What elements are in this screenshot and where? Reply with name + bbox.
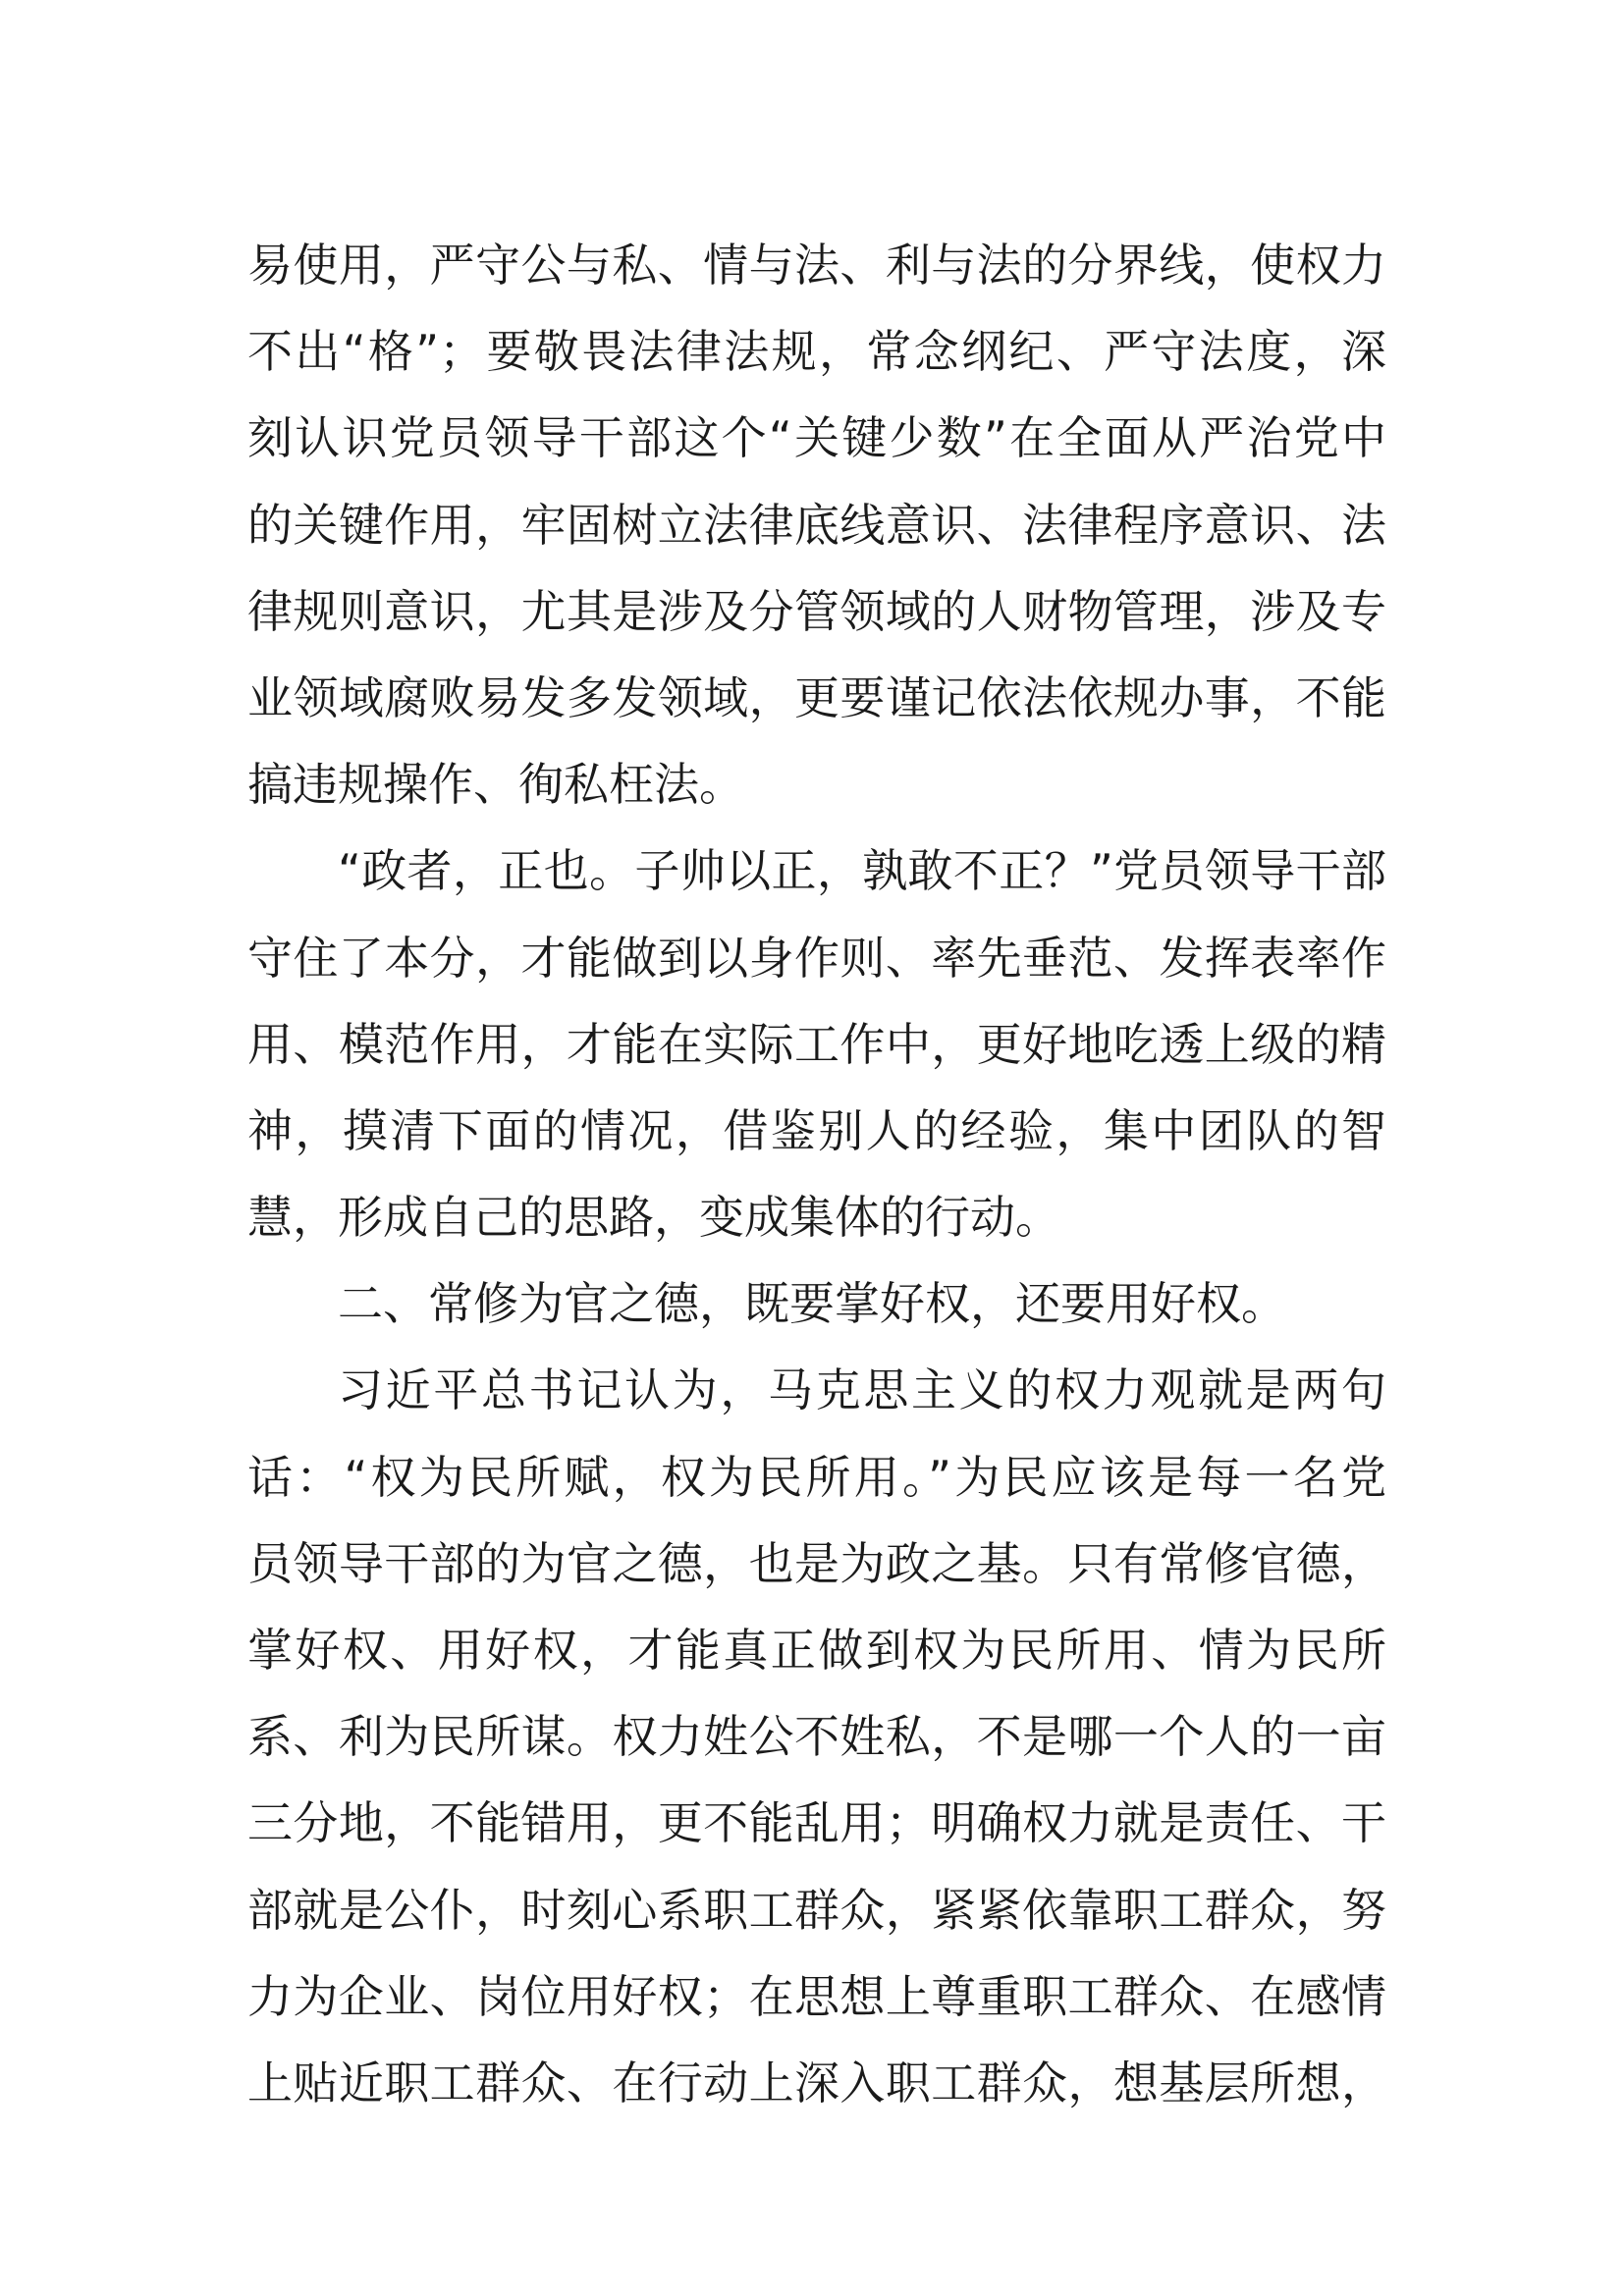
text-line: 习近平总书记认为，马克思主义的权力观就是两句 (338, 1363, 1386, 1417)
text-line: 业领域腐败易发多发领域，更要谨记依法依规办事，不能 (247, 670, 1386, 724)
text-line: 系、利为民所谋。权力姓公不姓私，不是哪一个人的一亩 (247, 1710, 1386, 1764)
text-line: 三分地，不能错用，更不能乱用；明确权力就是责任、干 (247, 1796, 1386, 1850)
text-line: 掌好权、用好权，才能真正做到权为民所用、情为民所 (247, 1624, 1386, 1677)
section-heading: 二、常修为官之德，既要掌好权，还要用好权。 (338, 1277, 1286, 1331)
text-line: 律规则意识，尤其是涉及分管领域的人财物管理，涉及专 (247, 584, 1386, 638)
text-line: 上贴近职工群众、在行动上深入职工群众，想基层所想， (247, 2056, 1386, 2109)
text-line: 的关键作用，牢固树立法律底线意识、法律程序意识、法 (247, 498, 1386, 552)
text-line: 部就是公仆，时刻心系职工群众，紧紧依靠职工群众，努 (247, 1883, 1386, 1937)
text-line: “政者，正也。子帅以正，孰敢不正？”党员领导干部 (338, 844, 1386, 898)
text-line: 力为企业、岗位用好权；在思想上尊重职工群众、在感情 (247, 1969, 1386, 2023)
text-line: 不出“格”；要敬畏法律法规，常念纲纪、严守法度，深 (247, 325, 1386, 379)
text-line: 神，摸清下面的情况，借鉴别人的经验，集中团队的智 (247, 1103, 1386, 1157)
text-line: 话：“权为民所赋，权为民所用。”为民应该是每一名党 (247, 1450, 1386, 1504)
text-line: 用、模范作用，才能在实际工作中，更好地吃透上级的精 (247, 1017, 1386, 1071)
text-line: 慧，形成自己的思路，变成集体的行动。 (247, 1191, 1060, 1245)
text-line: 搞违规操作、徇私枉法。 (247, 758, 744, 812)
text-line: 守住了本分，才能做到以身作则、率先垂范、发挥表率作 (247, 931, 1386, 985)
text-line: 易使用，严守公与私、情与法、利与法的分界线，使权力 (247, 239, 1386, 292)
text-line: 员领导干部的为官之德，也是为政之基。只有常修官德， (247, 1536, 1386, 1590)
body-text (247, 222, 1386, 2126)
text-line: 刻认识党员领导干部这个“关键少数”在全面从严治党中 (247, 411, 1386, 465)
